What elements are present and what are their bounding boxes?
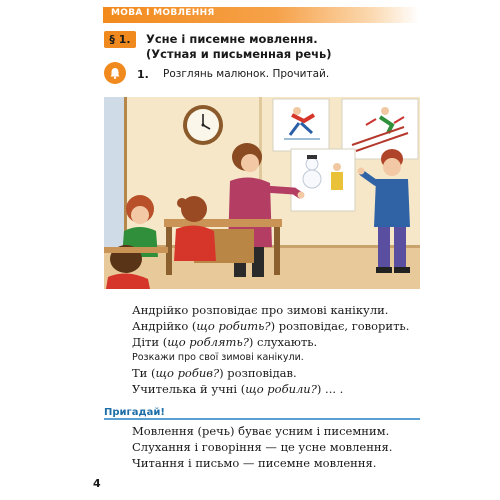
story-line-5	[132, 382, 343, 396]
section-subtitle: (Устная и письменная речь)	[146, 47, 332, 61]
story-line-3-end: ) слухають.	[248, 335, 318, 349]
story-line-4	[132, 366, 297, 380]
story-line-4-question: що робив?	[155, 366, 220, 380]
remember-line-2: Слухання і говоріння — це усне мовлення.	[132, 440, 393, 454]
story-line-3-start: Діти (	[132, 335, 168, 349]
story-line-2	[132, 319, 409, 333]
section-badge: § 1.	[104, 31, 136, 48]
remember-title: Пригадай!	[104, 407, 165, 418]
remember-line-3: Читання і письмо — писемне мовлення.	[132, 456, 377, 470]
story-task: Розкажи про свої зимові канікули.	[132, 352, 304, 363]
story-line-3-question: що роблять?	[167, 335, 249, 349]
task-instruction: Розглянь малюнок. Прочитай.	[163, 68, 330, 80]
story-line-4-start: Ти (	[132, 366, 156, 380]
story-line-4-end: ) розповідав.	[219, 366, 297, 380]
remember-divider	[104, 418, 420, 420]
section-title: Усне і писемне мовлення.	[146, 32, 318, 46]
story-line-1-text: Андрійко розповідає про зимові канікули.	[132, 303, 389, 317]
story-line-2-question: що робить?	[196, 319, 271, 333]
story-line-2-end: ) розповідає, говорить.	[270, 319, 410, 333]
story-line-2-start: Андрійко (	[132, 319, 197, 333]
bell-icon	[104, 62, 126, 84]
story-line-5-question: що робили?	[245, 382, 317, 396]
chapter-header-label: МОВА І МОВЛЕННЯ	[111, 8, 215, 18]
story-line-3	[132, 335, 317, 349]
task-number: 1.	[137, 68, 149, 81]
chapter-header	[103, 7, 419, 23]
classroom-illustration	[104, 97, 420, 289]
story-line-5-end: ) ... .	[316, 382, 344, 396]
story-line-1	[132, 303, 388, 317]
page-number: 4	[93, 477, 101, 490]
story-line-5-start: Учителька й учні (	[132, 382, 246, 396]
remember-line-1: Мовлення (речь) буває усним і писемним.	[132, 424, 390, 438]
